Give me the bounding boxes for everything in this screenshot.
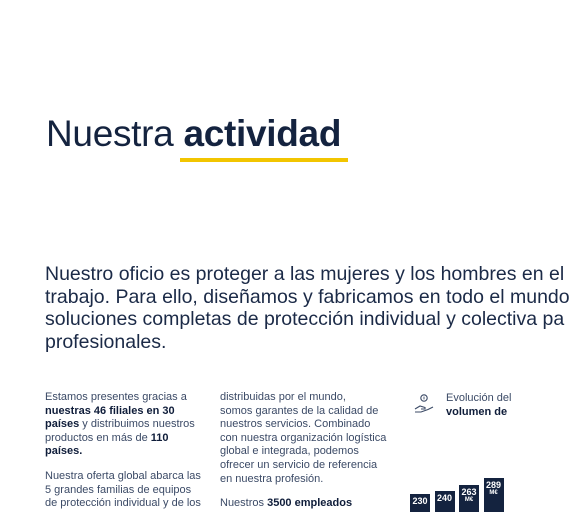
bar-value-label: 289 — [485, 480, 502, 491]
bar-value-label: 230 — [412, 496, 428, 506]
text-line: ofrecer un servicio de referencia — [220, 458, 378, 471]
text-line: somos garantes de la calidad de — [220, 404, 379, 417]
hand-coin-icon — [412, 392, 436, 416]
evolution-header — [412, 392, 522, 428]
text-line: global e integrada, podemos — [220, 445, 359, 458]
highlight-text: 3500 empleados — [267, 497, 353, 510]
column1-paragraph-1 — [45, 391, 201, 459]
text-line: Estamos presentes gracias a — [45, 391, 187, 403]
highlight-text: países. — [45, 445, 83, 458]
body-column-1 — [45, 391, 201, 522]
body-column-2 — [220, 391, 386, 522]
chart-bar — [435, 491, 455, 512]
chart-bar — [484, 478, 504, 512]
chart-bar — [410, 494, 430, 512]
chart-bar — [459, 485, 479, 512]
highlight-text: 110 — [150, 431, 169, 444]
highlight-text: nuestras 46 filiales en 30 — [45, 404, 175, 417]
text-line: Nuestra oferta global abarca las — [45, 469, 201, 482]
column2-paragraph-2 — [220, 497, 386, 511]
evolution-title — [446, 392, 511, 419]
lead-line-3: soluciones completas de protección individual y colectiva pa — [45, 308, 565, 330]
column2-paragraph-1 — [220, 391, 386, 486]
column1-paragraph-2 — [45, 470, 201, 511]
text-line: 5 grandes familias de equipos — [45, 483, 192, 496]
page-title — [46, 112, 341, 156]
text-line: en nuestra profesión. — [220, 472, 324, 485]
lead-line-1: Nuestro oficio es proteger a las mujeres y los hombres en el — [45, 263, 565, 285]
title-bold: actividad — [183, 113, 342, 154]
bar-unit-label: M€ — [489, 490, 498, 497]
title-light: Nuestra — [46, 113, 184, 154]
text-line: de protección individual y de los — [45, 497, 201, 510]
text-line: Nuestros — [220, 497, 268, 510]
bar-value-label: 240 — [436, 493, 453, 504]
text-line: y distribuimos nuestros — [79, 418, 195, 431]
text-line: nuestros servicios. Combinado — [220, 418, 371, 431]
lead-line-4: profesionales. — [45, 330, 167, 353]
text-line: productos en más de — [45, 431, 151, 444]
evolution-title-line-2: volumen de — [446, 405, 508, 418]
highlight-text: países — [45, 418, 80, 431]
evolution-title-line-1: Evolución del — [446, 392, 512, 404]
text-line: con nuestra organización logística — [220, 431, 387, 444]
lead-line-2: trabajo. Para ello, diseñamos y fabricamos en todo el mundo — [45, 285, 570, 308]
lead-paragraph — [45, 263, 570, 353]
text-line: distribuidas por el mundo, — [220, 391, 346, 403]
bar-value-label: 263 — [461, 487, 477, 498]
bar-unit-label: M€ — [464, 497, 474, 504]
title-underline — [180, 158, 348, 162]
revenue-bar-chart — [410, 478, 512, 512]
